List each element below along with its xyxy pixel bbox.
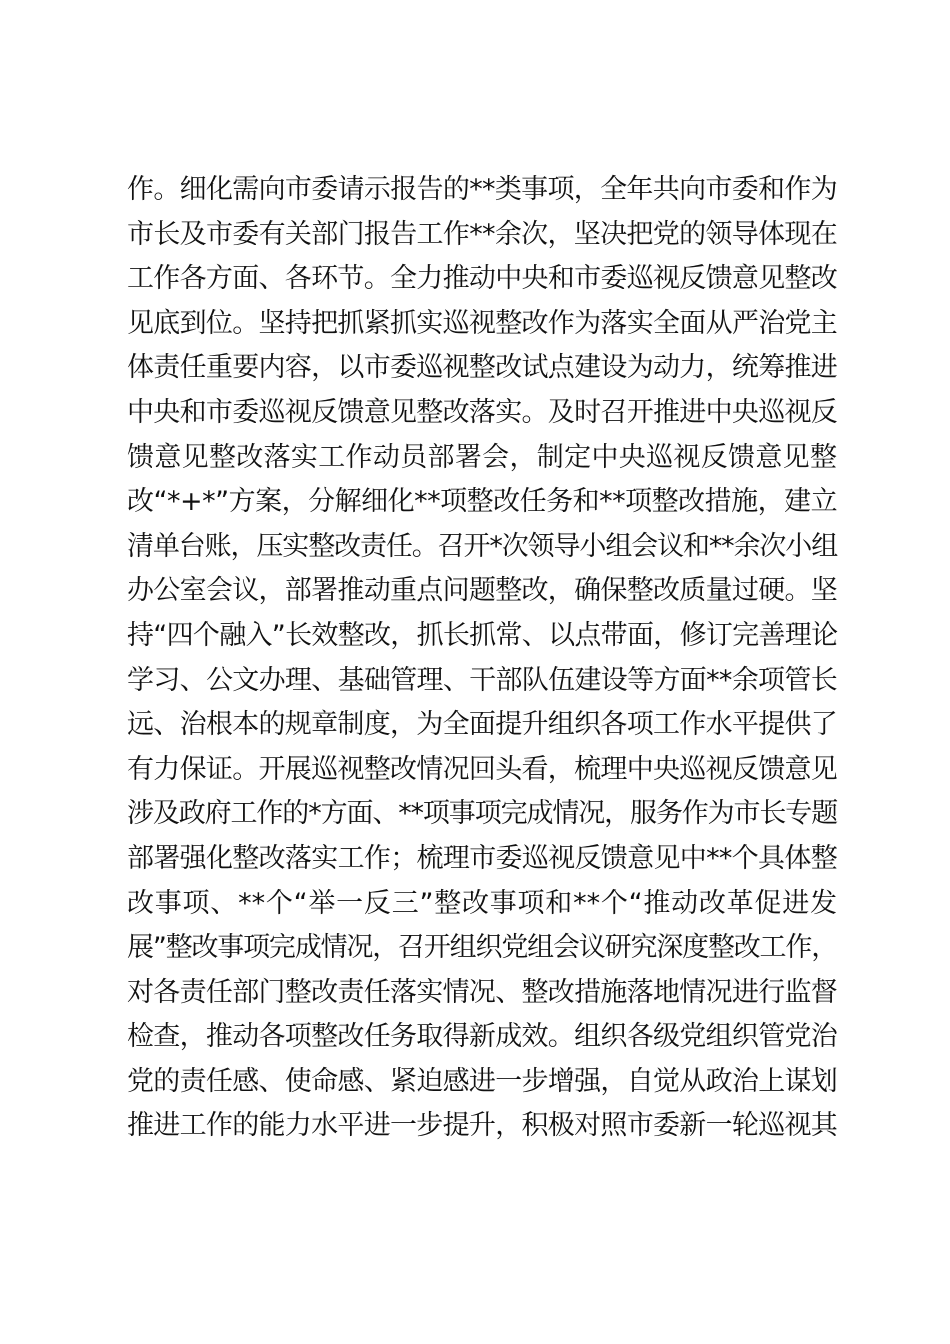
text-line: 部署强化整改落实工作；梳理市委巡视反馈意见中**个具体整 — [127, 842, 837, 874]
text-line: 持“四个融入”长效整改，抓长抓常、以点带面，修订完善理论 — [127, 619, 838, 651]
text-line: 党的责任感、使命感、紧迫感进一步增强，自觉从政治上谋划 — [127, 1065, 838, 1097]
text-line: 涉及政府工作的*方面、**项事项完成情况，服务作为市长专题 — [127, 798, 837, 830]
text-line: 作。细化需向市委请示报告的**类事项，全年共向市委和作为 — [127, 174, 837, 205]
text-line: 办公室会议，部署推动重点问题整改，确保整改质量过硬。坚 — [127, 575, 838, 607]
text-line: 见底到位。坚持把抓紧抓实巡视整改作为落实全面从严治党主 — [127, 307, 838, 339]
text-line: 工作各方面、各环节。全力推动中央和市委巡视反馈意见整改 — [127, 263, 838, 295]
text-line: 中央和市委巡视反馈意见整改落实。及时召开推进中央巡视反 — [127, 396, 838, 428]
body-paragraph — [127, 168, 837, 1149]
text-line: 改“*+*”方案，分解细化**项整改任务和**项整改措施，建立 — [127, 486, 838, 518]
text-line: 推进工作的能力水平进一步提升，积极对照市委新一轮巡视其 — [127, 1110, 838, 1142]
text-line: 体责任重要内容，以市委巡视整改试点建设为动力，统筹推进 — [127, 352, 838, 384]
text-line: 改事项、**个“举一反三”整改事项和**个“推动改革促进发 — [127, 887, 837, 919]
text-line: 有力保证。开展巡视整改情况回头看，梳理中央巡视反馈意见 — [127, 753, 838, 785]
text-line: 展”整改事项完成情况，召开组织党组会议研究深度整改工作， — [127, 932, 837, 964]
text-line: 清单台账，压实整改责任。召开*次领导小组会议和**余次小组 — [127, 530, 837, 562]
text-line: 市长及市委有关部门报告工作**余次，坚决把党的领导体现在 — [127, 218, 837, 250]
text-line: 馈意见整改落实工作动员部署会，制定中央巡视反馈意见整 — [127, 441, 837, 473]
text-line: 远、治根本的规章制度，为全面提升组织各项工作水平提供了 — [127, 709, 838, 741]
text-line: 检查，推动各项整改任务取得新成效。组织各级党组织管党治 — [127, 1021, 838, 1053]
text-line: 学习、公文办理、基础管理、干部队伍建设等方面**余项管长 — [127, 664, 837, 696]
text-line: 对各责任部门整改责任落实情况、整改措施落地情况进行监督 — [127, 976, 838, 1008]
